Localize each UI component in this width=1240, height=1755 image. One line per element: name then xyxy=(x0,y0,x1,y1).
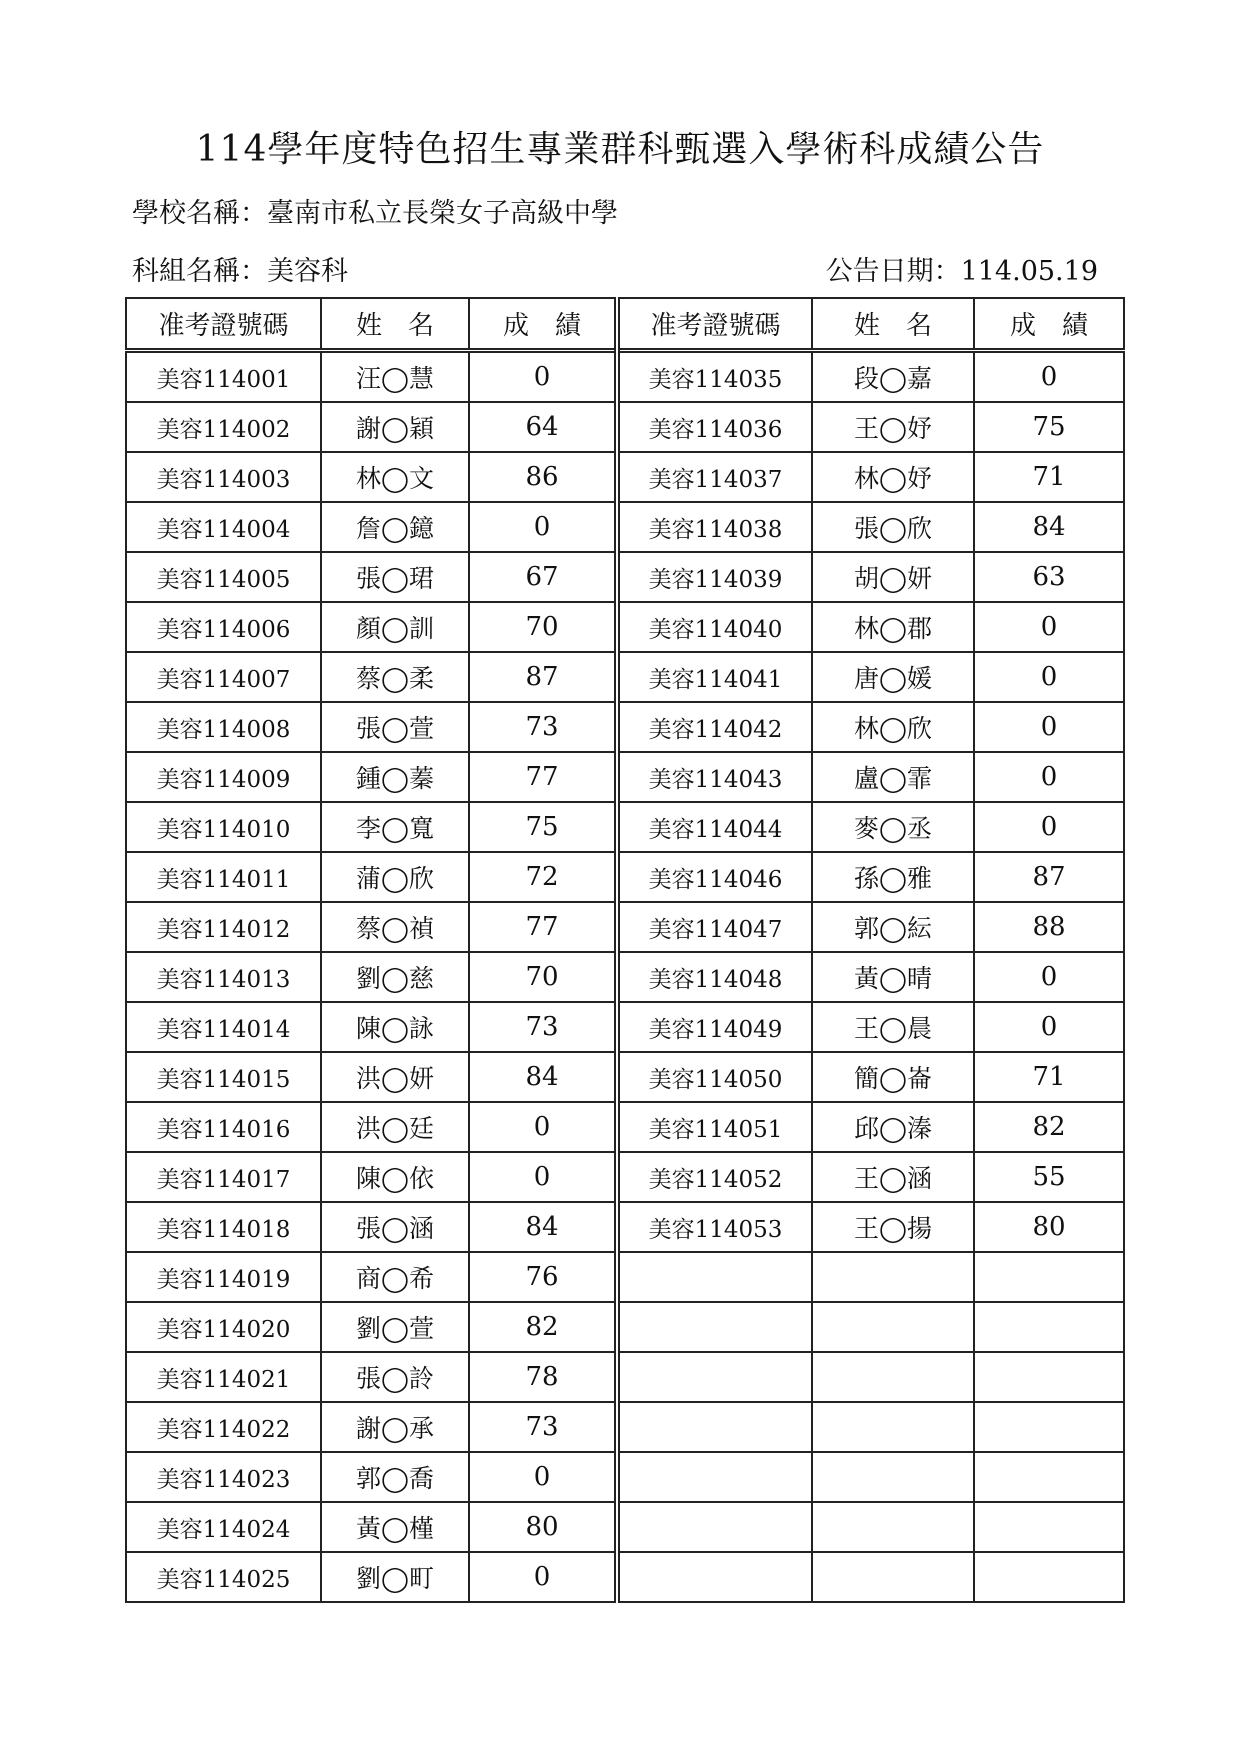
student-name-cell: 王◯揚 xyxy=(812,1202,974,1252)
student-name-cell: 汪◯慧 xyxy=(321,351,469,403)
exam-number-cell: 美容114001 xyxy=(126,351,321,403)
score-cell: 71 xyxy=(974,1052,1124,1102)
student-name-cell xyxy=(812,1252,974,1302)
school-name-label: 學校名稱： xyxy=(132,198,267,229)
table-row xyxy=(126,1402,1124,1452)
student-name-cell: 林◯郡 xyxy=(812,602,974,652)
exam-number-cell xyxy=(617,1552,812,1602)
exam-number-cell xyxy=(617,1502,812,1552)
exam-number-cell: 美容114007 xyxy=(126,652,321,702)
header-student-name: 姓 名 xyxy=(321,298,469,351)
score-cell: 67 xyxy=(469,552,617,602)
exam-number-cell: 美容114010 xyxy=(126,802,321,852)
student-name-cell: 謝◯承 xyxy=(321,1402,469,1452)
score-cell: 0 xyxy=(974,702,1124,752)
student-name-cell: 蔡◯禎 xyxy=(321,902,469,952)
score-cell: 70 xyxy=(469,602,617,652)
score-cell: 77 xyxy=(469,752,617,802)
exam-number-cell: 美容114043 xyxy=(617,752,812,802)
score-cell: 73 xyxy=(469,702,617,752)
table-row xyxy=(126,1552,1124,1602)
exam-number-cell: 美容114015 xyxy=(126,1052,321,1102)
page-title: 114學年度特色招生專業群科甄選入學術科成績公告 xyxy=(195,129,1045,170)
score-cell: 71 xyxy=(974,452,1124,502)
school-name-value: 臺南市私立長榮女子高級中學 xyxy=(267,198,618,229)
exam-number-cell: 美容114050 xyxy=(617,1052,812,1102)
score-cell: 70 xyxy=(469,952,617,1002)
table-row xyxy=(126,1352,1124,1402)
exam-number-cell: 美容114011 xyxy=(126,852,321,902)
score-cell: 84 xyxy=(974,502,1124,552)
score-cell: 82 xyxy=(974,1102,1124,1152)
score-cell: 63 xyxy=(974,552,1124,602)
score-cell xyxy=(974,1402,1124,1452)
student-name-cell: 詹◯鐿 xyxy=(321,502,469,552)
student-name-cell: 李◯寬 xyxy=(321,802,469,852)
exam-number-cell: 美容114009 xyxy=(126,752,321,802)
exam-number-cell xyxy=(617,1452,812,1502)
score-table-body xyxy=(126,351,1124,1603)
score-cell: 76 xyxy=(469,1252,617,1302)
score-cell: 55 xyxy=(974,1152,1124,1202)
score-cell: 0 xyxy=(469,502,617,552)
table-row xyxy=(126,1252,1124,1302)
exam-number-cell: 美容114024 xyxy=(126,1502,321,1552)
score-cell: 84 xyxy=(469,1052,617,1102)
score-cell: 80 xyxy=(469,1502,617,1552)
student-name-cell: 林◯妤 xyxy=(812,452,974,502)
exam-number-cell: 美容114021 xyxy=(126,1352,321,1402)
exam-number-cell: 美容114022 xyxy=(126,1402,321,1452)
student-name-cell: 謝◯穎 xyxy=(321,402,469,452)
header-score: 成 績 xyxy=(974,298,1124,351)
header-exam-number: 准考證號碼 xyxy=(617,298,812,351)
exam-number-cell: 美容114047 xyxy=(617,902,812,952)
department-name-label: 科組名稱： xyxy=(132,256,267,287)
exam-number-cell: 美容114046 xyxy=(617,852,812,902)
score-cell: 64 xyxy=(469,402,617,452)
exam-number-cell: 美容114014 xyxy=(126,1002,321,1052)
table-header-row xyxy=(126,298,1124,351)
table-row xyxy=(126,602,1124,652)
announce-date-label: 公告日期： xyxy=(825,256,961,287)
table-row xyxy=(126,1302,1124,1352)
score-cell: 82 xyxy=(469,1302,617,1352)
exam-number-cell: 美容114053 xyxy=(617,1202,812,1252)
exam-number-cell xyxy=(617,1252,812,1302)
score-cell: 78 xyxy=(469,1352,617,1402)
table-row xyxy=(126,1202,1124,1252)
table-row xyxy=(126,452,1124,502)
score-cell: 84 xyxy=(469,1202,617,1252)
table-row xyxy=(126,1052,1124,1102)
exam-number-cell: 美容114040 xyxy=(617,602,812,652)
exam-number-cell: 美容114019 xyxy=(126,1252,321,1302)
student-name-cell: 簡◯崙 xyxy=(812,1052,974,1102)
student-name-cell: 王◯晨 xyxy=(812,1002,974,1052)
table-row xyxy=(126,952,1124,1002)
exam-number-cell: 美容114005 xyxy=(126,552,321,602)
score-cell xyxy=(974,1252,1124,1302)
exam-number-cell: 美容114016 xyxy=(126,1102,321,1152)
student-name-cell: 黃◯槿 xyxy=(321,1502,469,1552)
student-name-cell: 洪◯廷 xyxy=(321,1102,469,1152)
student-name-cell: 張◯詅 xyxy=(321,1352,469,1402)
exam-number-cell: 美容114035 xyxy=(617,351,812,403)
student-name-cell: 林◯欣 xyxy=(812,702,974,752)
table-row xyxy=(126,902,1124,952)
student-name-cell: 陳◯依 xyxy=(321,1152,469,1202)
student-name-cell: 段◯嘉 xyxy=(812,351,974,403)
exam-number-cell: 美容114037 xyxy=(617,452,812,502)
student-name-cell: 郭◯喬 xyxy=(321,1452,469,1502)
table-row xyxy=(126,1102,1124,1152)
student-name-cell: 劉◯町 xyxy=(321,1552,469,1602)
student-name-cell: 劉◯慈 xyxy=(321,952,469,1002)
table-row xyxy=(126,702,1124,752)
announce-date-value: 114.05.19 xyxy=(960,256,1098,287)
student-name-cell: 鍾◯蓁 xyxy=(321,752,469,802)
student-name-cell: 洪◯妍 xyxy=(321,1052,469,1102)
score-cell: 75 xyxy=(974,402,1124,452)
exam-number-cell: 美容114042 xyxy=(617,702,812,752)
student-name-cell: 唐◯媛 xyxy=(812,652,974,702)
student-name-cell xyxy=(812,1302,974,1352)
student-name-cell: 張◯珺 xyxy=(321,552,469,602)
exam-number-cell xyxy=(617,1402,812,1452)
table-row xyxy=(126,1452,1124,1502)
exam-number-cell xyxy=(617,1352,812,1402)
score-cell: 0 xyxy=(469,1152,617,1202)
table-row xyxy=(126,402,1124,452)
exam-number-cell: 美容114036 xyxy=(617,402,812,452)
student-name-cell: 麥◯丞 xyxy=(812,802,974,852)
student-name-cell: 顏◯訓 xyxy=(321,602,469,652)
student-name-cell: 邱◯溱 xyxy=(812,1102,974,1152)
student-name-cell: 商◯希 xyxy=(321,1252,469,1302)
score-cell xyxy=(974,1552,1124,1602)
student-name-cell: 盧◯霏 xyxy=(812,752,974,802)
score-cell: 0 xyxy=(974,351,1124,403)
student-name-cell xyxy=(812,1502,974,1552)
table-row xyxy=(126,552,1124,602)
score-table xyxy=(125,297,1125,1603)
score-cell: 0 xyxy=(974,652,1124,702)
score-cell: 0 xyxy=(469,1552,617,1602)
score-cell: 0 xyxy=(469,1452,617,1502)
exam-number-cell: 美容114049 xyxy=(617,1002,812,1052)
exam-number-cell: 美容114002 xyxy=(126,402,321,452)
exam-number-cell: 美容114044 xyxy=(617,802,812,852)
department-name-value: 美容科 xyxy=(267,256,348,287)
exam-number-cell: 美容114038 xyxy=(617,502,812,552)
header-score: 成 績 xyxy=(469,298,617,351)
table-row xyxy=(126,502,1124,552)
exam-number-cell: 美容114051 xyxy=(617,1102,812,1152)
exam-number-cell: 美容114018 xyxy=(126,1202,321,1252)
table-row xyxy=(126,1002,1124,1052)
score-cell: 73 xyxy=(469,1402,617,1452)
student-name-cell: 蒲◯欣 xyxy=(321,852,469,902)
exam-number-cell: 美容114039 xyxy=(617,552,812,602)
exam-number-cell: 美容114023 xyxy=(126,1452,321,1502)
score-cell xyxy=(974,1502,1124,1552)
student-name-cell: 王◯涵 xyxy=(812,1152,974,1202)
exam-number-cell: 美容114020 xyxy=(126,1302,321,1352)
table-row xyxy=(126,351,1124,403)
score-cell: 73 xyxy=(469,1002,617,1052)
table-row xyxy=(126,752,1124,802)
table-row xyxy=(126,802,1124,852)
table-row xyxy=(126,652,1124,702)
header-student-name: 姓 名 xyxy=(812,298,974,351)
score-cell: 0 xyxy=(974,602,1124,652)
score-cell: 87 xyxy=(469,652,617,702)
score-cell: 75 xyxy=(469,802,617,852)
score-cell: 80 xyxy=(974,1202,1124,1252)
score-cell: 86 xyxy=(469,452,617,502)
department-name-line xyxy=(132,254,348,290)
student-name-cell xyxy=(812,1452,974,1502)
score-cell: 88 xyxy=(974,902,1124,952)
exam-number-cell: 美容114017 xyxy=(126,1152,321,1202)
score-cell: 72 xyxy=(469,852,617,902)
score-cell: 87 xyxy=(974,852,1124,902)
score-cell: 0 xyxy=(469,1102,617,1152)
exam-number-cell: 美容114025 xyxy=(126,1552,321,1602)
exam-number-cell: 美容114052 xyxy=(617,1152,812,1202)
table-row xyxy=(126,1502,1124,1552)
score-cell xyxy=(974,1452,1124,1502)
header-exam-number: 准考證號碼 xyxy=(126,298,321,351)
exam-number-cell: 美容114013 xyxy=(126,952,321,1002)
score-cell: 77 xyxy=(469,902,617,952)
score-cell xyxy=(974,1352,1124,1402)
student-name-cell: 郭◯紜 xyxy=(812,902,974,952)
score-cell: 0 xyxy=(974,752,1124,802)
student-name-cell: 王◯妤 xyxy=(812,402,974,452)
student-name-cell: 劉◯萱 xyxy=(321,1302,469,1352)
score-cell: 0 xyxy=(974,952,1124,1002)
student-name-cell: 張◯欣 xyxy=(812,502,974,552)
exam-number-cell: 美容114008 xyxy=(126,702,321,752)
exam-number-cell xyxy=(617,1302,812,1352)
student-name-cell: 黃◯晴 xyxy=(812,952,974,1002)
student-name-cell: 胡◯妍 xyxy=(812,552,974,602)
table-row xyxy=(126,852,1124,902)
score-cell xyxy=(974,1302,1124,1352)
table-row xyxy=(126,1152,1124,1202)
exam-number-cell: 美容114004 xyxy=(126,502,321,552)
score-cell: 0 xyxy=(974,802,1124,852)
exam-number-cell: 美容114012 xyxy=(126,902,321,952)
student-name-cell: 張◯涵 xyxy=(321,1202,469,1252)
student-name-cell: 蔡◯柔 xyxy=(321,652,469,702)
exam-number-cell: 美容114006 xyxy=(126,602,321,652)
school-name-line xyxy=(132,196,618,232)
score-cell: 0 xyxy=(469,351,617,403)
exam-number-cell: 美容114048 xyxy=(617,952,812,1002)
student-name-cell xyxy=(812,1402,974,1452)
student-name-cell: 孫◯雅 xyxy=(812,852,974,902)
score-cell: 0 xyxy=(974,1002,1124,1052)
exam-number-cell: 美容114003 xyxy=(126,452,321,502)
exam-number-cell: 美容114041 xyxy=(617,652,812,702)
student-name-cell: 陳◯詠 xyxy=(321,1002,469,1052)
student-name-cell xyxy=(812,1352,974,1402)
student-name-cell: 張◯萱 xyxy=(321,702,469,752)
announce-date-line xyxy=(826,254,1098,290)
student-name-cell: 林◯文 xyxy=(321,452,469,502)
student-name-cell xyxy=(812,1552,974,1602)
